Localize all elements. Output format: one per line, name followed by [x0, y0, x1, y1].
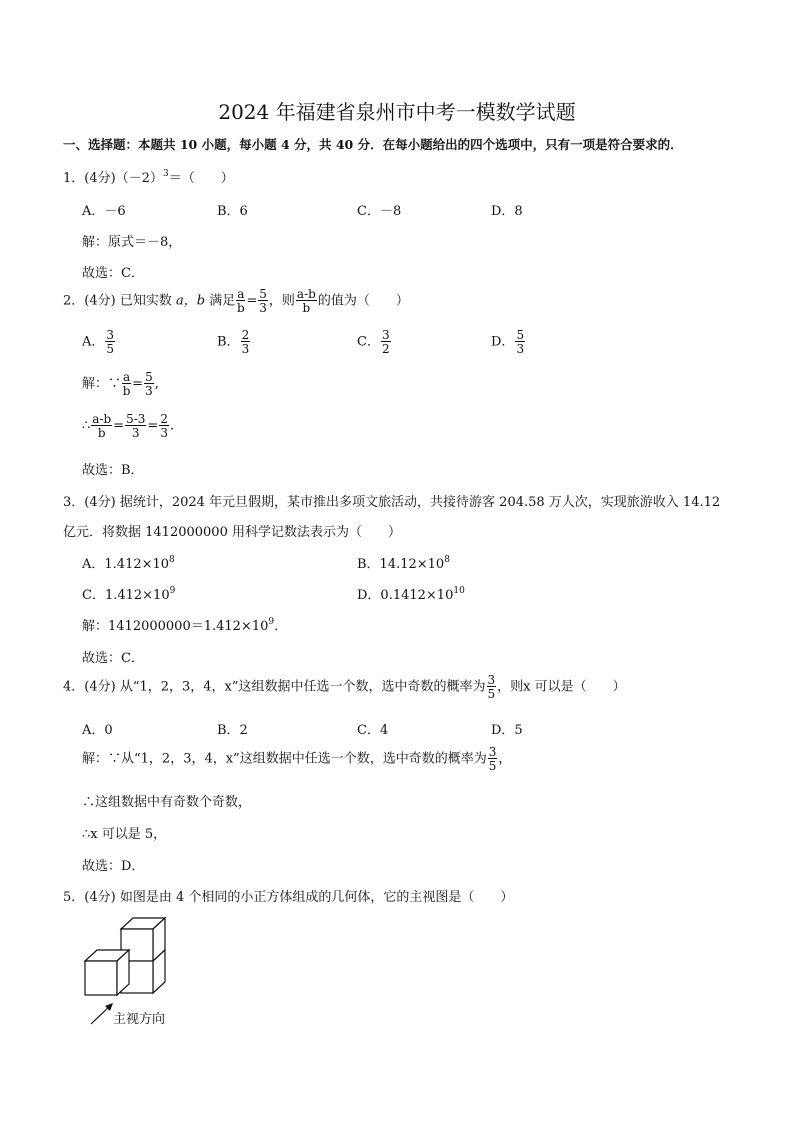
q1-answer: 故选：C．	[82, 266, 144, 281]
q2-stem-a: 2．(4分) 已知实数	[63, 293, 172, 309]
q2-answer: 故选：B．	[82, 463, 144, 478]
q3-option-d: D．$0.1412\times 10^{10}$	[357, 586, 465, 603]
q3-option-b: B．$14.12\times 10^8$	[357, 555, 450, 572]
q3-solution: 解：$1412000000=1.412\times 10^9$．	[82, 617, 288, 634]
section-heading: 一、选择题：本题共 10 小题，每小题 4 分，共 40 分．在每小题给出的四个选项中，只有一项是符合要求的．	[63, 137, 683, 152]
figure-label: 主视方向	[113, 1012, 166, 1027]
q2-option-c: C． $\frac{3}{2}$	[357, 328, 390, 356]
question-1-exponent: 3	[162, 169, 169, 179]
question-2: 2．(4分) 已知实数 a，b 满足 $\frac{a}{b}$ = $\frac{5}{3}$ ，则 $\frac{a-b}{b}$ 的值为（ ）	[63, 287, 409, 315]
q3-stem-line-2: 亿元．将数据 1412000000 用科学记数法表示为（ ）	[63, 525, 401, 540]
q1-option-c: C．－8	[357, 204, 402, 219]
question-1	[63, 167, 234, 186]
q1-option-d: D．8	[491, 204, 523, 219]
q4-option-c: C．4	[357, 723, 389, 738]
q2-solution-line-2: ∴ $\frac{a-b}{b}$ = $\frac{5-3}{3}$ = $\frac{2}{3}$ .	[82, 412, 175, 440]
q4-option-b: B．2	[217, 723, 248, 738]
q3-option-a: A．$1.412\times 10^8$	[82, 555, 175, 572]
q3-answer: 故选：C．	[82, 651, 144, 666]
q2-given-rhs: $\frac{5}{3}$	[259, 287, 267, 315]
q2-given-lhs: $\frac{a}{b}$	[236, 287, 245, 315]
q3-stem-line-1: 3．(4分) 据统计，2024 年元旦假期，某市推出多项文旅活动，共接待游客 204.58 万人次，实现旅游收入 14.12	[63, 495, 721, 510]
q4-option-d: D．5	[491, 723, 523, 738]
q2-option-b: B． $\frac{2}{3}$	[217, 328, 250, 356]
q2-stem-b: 满足	[209, 293, 236, 309]
q4-solution-line-2: ∴这组数据中有奇数个奇数，	[82, 795, 252, 810]
q2-stem-d: 的值为（ ）	[317, 293, 409, 309]
q2-vars: a，b	[175, 293, 206, 309]
q1-option-a: A．－6	[82, 204, 126, 219]
q4-solution-line-1: 解：∵从“1，2，3，4，x”这组数据中任选一个数，选中奇数的概率为 $\frac{3}{5}$ ，	[82, 745, 512, 773]
q1-solution: 解：原式＝－8，	[82, 235, 182, 250]
question-1-tail: ＝（ ）	[168, 171, 234, 186]
question-1-stem: 1．(4分)（－2）	[63, 171, 163, 186]
question-4: 4．(4分) 从“1，2，3，4，x”这组数据中任选一个数，选中奇数的概率为 $\frac{3}{5}$ ，则x 可以是（ ）	[63, 673, 626, 701]
q4-solution-line-3: ∴x 可以是 5，	[82, 827, 167, 842]
q2-option-a: A． $\frac{3}{5}$	[82, 328, 115, 356]
q2-stem-c: ，则	[268, 293, 295, 309]
q3-option-c: C．$1.412\times 10^9$	[82, 586, 176, 603]
q4-answer: 故选：D．	[82, 859, 145, 874]
q2-ask: $\frac{a-b}{b}$	[296, 287, 316, 315]
page-title: 2024 年福建省泉州市中考一模数学试题	[218, 100, 576, 124]
q2-option-d: D． $\frac{5}{3}$	[491, 328, 525, 356]
q5-stem: 5．(4分) 如图是由 4 个相同的小正方体组成的几何体，它的主视图是（ ）	[63, 890, 514, 905]
q1-option-b: B．6	[217, 204, 248, 219]
q2-solution-line-1: 解：∵ $\frac{a}{b}$ = $\frac{5}{3}$ ,	[82, 370, 159, 398]
q4-option-a: A．0	[82, 723, 113, 738]
